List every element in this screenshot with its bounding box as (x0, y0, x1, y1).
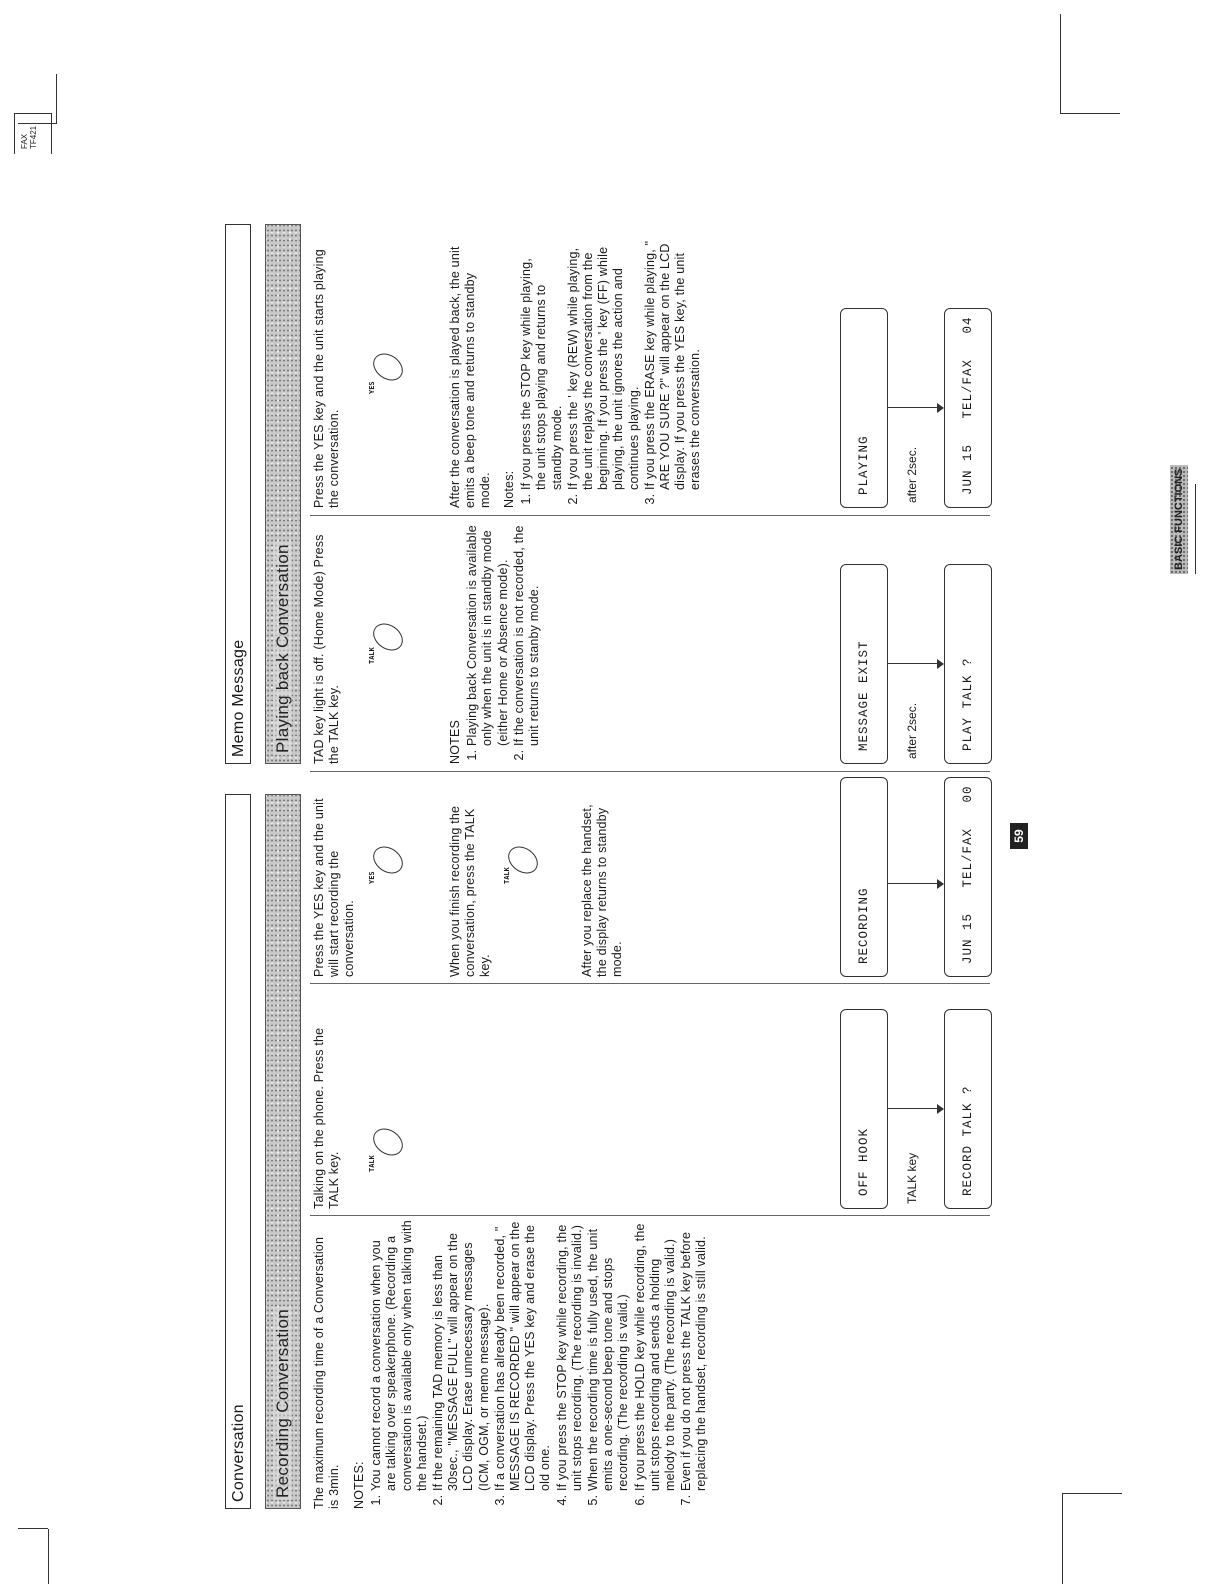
crop-mark-top-left-h (48, 1529, 49, 1584)
step-talk-text: Talking on the phone. Press the TALK key. (312, 1027, 341, 1209)
column-divider (310, 771, 990, 772)
note-item: 2. If the remaining TAD memory is less than 30sec., "MESSAGE FULL" will appear on the LCD display. Erase unnecessary messages (ICM, OGM, or memo message). (431, 1219, 492, 1491)
crop-mark-bottom-left-v (1062, 1493, 1122, 1494)
crop-mark-bottom-left (1062, 1494, 1063, 1584)
column-divider (310, 515, 990, 516)
note-item: 1. Playing back Conversation is available only when the unit is in standby mode (either Home or Absence mode). (465, 524, 511, 746)
memo-lcd-transition-label: after 2sec. (905, 702, 919, 759)
banner-label: Playing back Conversation (273, 544, 292, 753)
memo-lcd2-transition-label: after 2sec. (905, 446, 919, 503)
memo-notes-list (465, 524, 542, 764)
tab-rule (1195, 484, 1196, 574)
lcd-transition-label: TALK key (905, 1152, 919, 1204)
lcd-arrow-line (888, 407, 943, 408)
notes-heading: NOTES: (352, 1461, 366, 1509)
lcd-display-playing: PLAYING (840, 308, 888, 508)
playing-back-conversation-banner (265, 224, 301, 764)
note-item: 2. If the conversation is not recorded, the unit returns to stanby mode. (512, 524, 542, 746)
crop-mark-top-left (18, 1528, 48, 1529)
column-divider (310, 1215, 990, 1216)
memo-yes-key-label: YES (368, 381, 376, 394)
recording-conversation-banner (265, 794, 301, 1509)
step-finish-talk-text: When you finish recording the conversation, press the TALK key. (448, 805, 492, 977)
note-item: 6. If you press the HOLD key while recording, the unit stops recording and sends a holding melody to the party. (The recording is valid.) (633, 1219, 679, 1491)
note-item: 5. When the recording time is fully used, the unit emits a one-second beep tone and stops recording. (The recording is valid.) (586, 1219, 632, 1491)
arrow-down-icon (937, 879, 944, 889)
memo-notes (448, 524, 543, 764)
talk-key-label: TALK (368, 1155, 376, 1172)
lcd-display-recording: RECORDING (840, 777, 888, 977)
memo-notes2-list (519, 238, 703, 508)
basic-functions-tab: BASIC FUNCTIONS (1170, 465, 1188, 574)
recording-notes (352, 1219, 711, 1509)
memo-after-text: After the conversation is played back, the unit emits a beep tone and returns to standby mode. (448, 246, 492, 508)
crop-mark-bottom-right-v (1060, 113, 1120, 114)
note-item: 2. If you press the ' key (REW) while playing, the unit replays the conversation from the beginning. If you press the ' key (FF) while playing, the unit ignores the action and continues playing. (566, 238, 642, 490)
lcd-display-play-talk: PLAY TALK ? (944, 564, 992, 764)
arrow-down-icon (937, 659, 944, 669)
section-title-memo-message: Memo Message (225, 224, 251, 764)
yes-key-label: YES (368, 871, 376, 884)
memo-step-talk-text: TAD key light is off. (Home Mode) Press the TALK key. (312, 534, 341, 764)
corner-code: FAX TF421 (20, 125, 38, 149)
memo-notes-heading: NOTES (448, 719, 462, 764)
crop-mark-top-right-h (56, 74, 57, 124)
page-number: 59 (1010, 823, 1028, 849)
note-item: 3. If a conversation has already been recorded, " MESSAGE IS RECORDED " will appear on the LCD display. Press the YES key and erase the old one. (493, 1219, 554, 1491)
lcd-display-off-hook: OFF HOOK (840, 1009, 888, 1209)
section-title-conversation: Conversation (225, 794, 251, 1509)
note-item: 4. If you press the STOP key while recording, the unit stops recording. (The recording is invalid.) (555, 1219, 585, 1491)
memo-yes-key-icon (368, 348, 408, 386)
note-item: 7. Even if you do not press the TALK key before replacing the handset, recording is still valid. (679, 1219, 709, 1491)
lcd-arrow-line (888, 663, 943, 664)
corner-code-box (14, 113, 52, 154)
memo-notes2-heading: Notes: (502, 470, 516, 508)
finish-talk-key-label: TALK (503, 867, 511, 884)
crop-mark-bottom-right (1060, 14, 1061, 114)
note-item: 3. If you press the ERASE key while playing, " ARE YOU SURE ?" will appear on the LCD display. If you press the YES key, the unit erases the conversation. (643, 238, 704, 490)
memo-talk-key-label: TALK (368, 647, 376, 664)
arrow-down-icon (937, 1104, 944, 1114)
arrow-down-icon (937, 403, 944, 413)
step-yes-text: Press the YES key and the unit will start recording the conversation. (312, 798, 356, 977)
notes-list (369, 1219, 709, 1509)
lcd-display-date-recording: JUN 15 TEL/FAX 00 (944, 777, 992, 977)
memo-step-yes-text: Press the YES key and the unit starts playing the conversation. (312, 249, 341, 508)
column-divider (310, 983, 990, 984)
lcd-display-date-playing: JUN 15 TEL/FAX 04 (944, 308, 992, 508)
lcd-arrow-line (888, 1108, 943, 1109)
banner-label: Recording Conversation (273, 1309, 292, 1498)
lcd-arrow-line (888, 883, 943, 884)
memo-playback-notes (502, 238, 705, 508)
intro-text: The maximum recording time of a Conversation is 3min. (312, 1236, 341, 1509)
lcd-display-record-talk: RECORD TALK ? (944, 1009, 992, 1209)
note-item: 1. If you press the STOP key while playing, the unit stops playing and returns to standby mode. (519, 238, 565, 490)
lcd-display-message-exist: MESSAGE EXIST (840, 564, 888, 764)
step-replace-handset-text: After you replace the handset, the display returns to standby mode. (580, 804, 624, 977)
note-item: 1. You cannot record a conversation when you are talking over speakerphone. (Recording a conversation is available only when talking with the handset.) (369, 1219, 430, 1491)
